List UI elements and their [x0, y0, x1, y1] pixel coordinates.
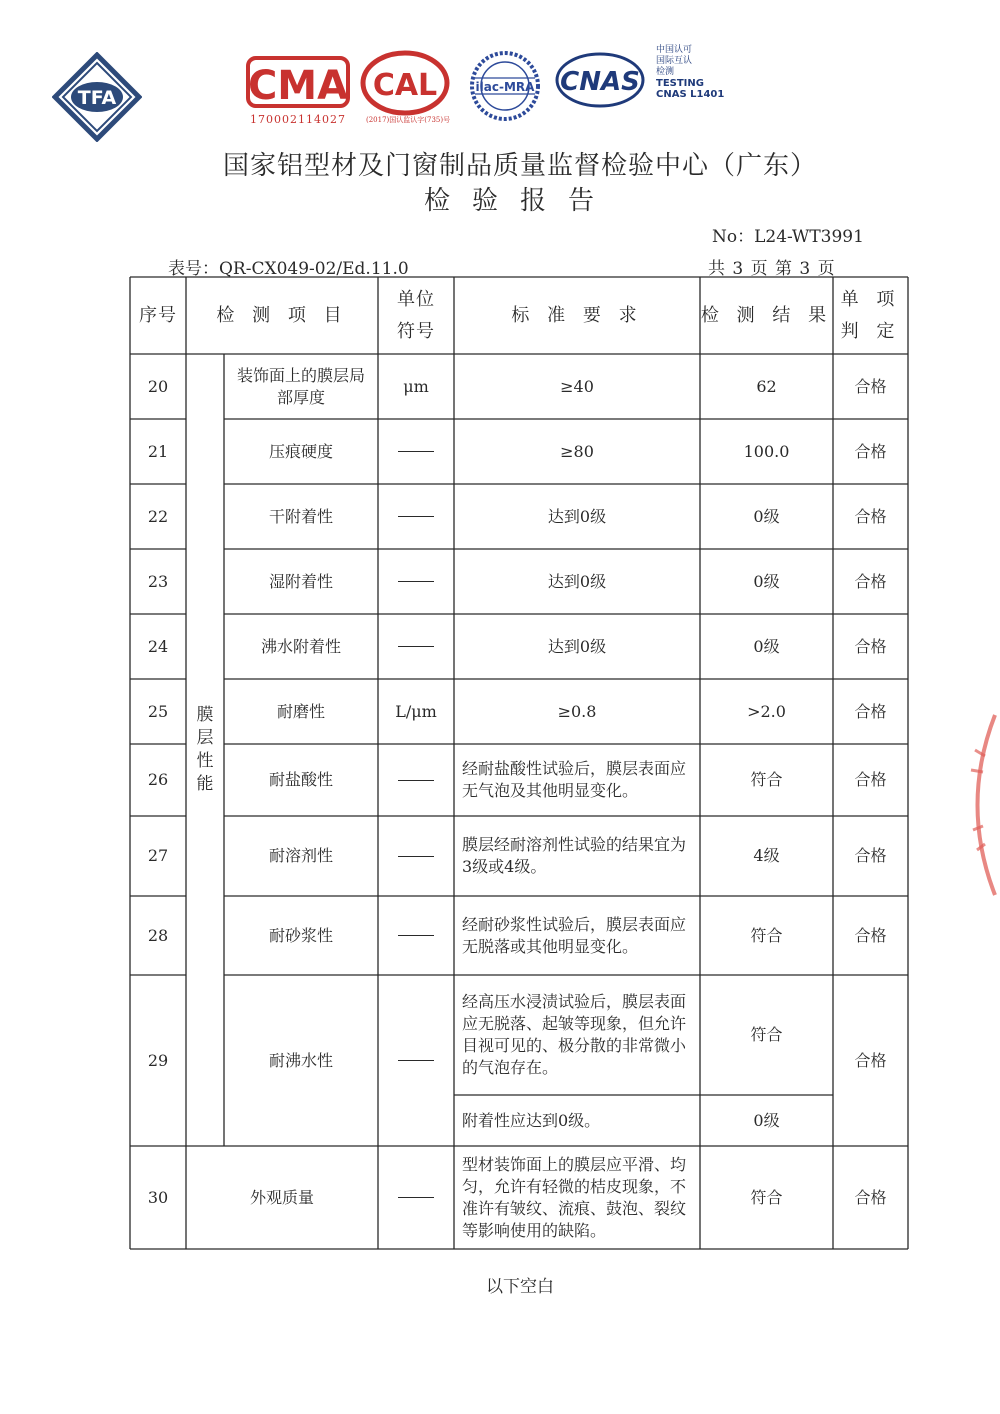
category-char: 性	[196, 751, 214, 771]
row-verdict: 合格	[854, 571, 887, 591]
row-requirement: 膜层经耐溶剂性试验的结果宜为3级或4级。	[462, 835, 687, 876]
empty-dash	[398, 516, 434, 517]
row-result: >2.0	[747, 701, 786, 721]
row-verdict: 合格	[854, 1187, 887, 1207]
row-item: 湿附着性	[268, 571, 333, 591]
cnas-caption-line: CNAS L1401	[656, 89, 725, 100]
svg-text:CMA: CMA	[247, 63, 349, 109]
row-verdict: 合格	[854, 1050, 887, 1070]
row-seq: 28	[147, 925, 169, 945]
empty-dash	[398, 935, 434, 936]
svg-text:CAL: CAL	[372, 68, 438, 103]
row-result: 0级	[753, 636, 780, 656]
row-unit	[378, 1146, 454, 1249]
row-item: 耐盐酸性	[268, 770, 333, 789]
row-seq: 29	[147, 1050, 169, 1070]
header-verdict-line: 单 项	[840, 288, 901, 310]
row-unit	[378, 614, 454, 679]
row-result: 4级	[753, 846, 780, 865]
empty-dash	[398, 856, 434, 857]
empty-dash	[398, 581, 434, 582]
row-result: 符合	[750, 925, 783, 945]
row-seq: 25	[147, 701, 169, 721]
row-verdict: 合格	[854, 441, 887, 461]
header-unit-line: 单位	[397, 288, 435, 310]
row-item: 耐沸水性	[268, 1050, 333, 1070]
empty-dash	[398, 1060, 434, 1061]
row-item: 耐砂浆性	[268, 925, 333, 945]
header-item: 检 测 项 目	[216, 304, 348, 326]
cnas-caption-line: TESTING	[656, 78, 704, 89]
row-unit	[378, 816, 454, 896]
row-result-secondary: 0级	[753, 1110, 780, 1130]
header-unit-line: 符号	[397, 320, 435, 342]
row-item: 耐磨性	[276, 701, 325, 721]
row-item: 干附着性	[268, 506, 333, 526]
cal-number: (2017)国认监认字(735)号	[366, 116, 451, 124]
row-item: 沸水附着性	[260, 636, 341, 656]
row-requirement: 达到0级	[547, 636, 607, 656]
row-seq: 21	[147, 441, 169, 461]
cma-number: 170002114027	[250, 113, 346, 126]
row-result: 62	[756, 376, 777, 396]
svg-text:CNAS: CNAS	[560, 67, 640, 97]
report-title: 国家铝型材及门窗制品质量监督检验中心（广东）	[222, 151, 817, 181]
header-verdict	[833, 277, 908, 354]
row-seq: 24	[147, 636, 169, 656]
report-number: No：L24-WT3991	[712, 227, 864, 247]
row-seq: 27	[147, 846, 169, 865]
row-verdict: 合格	[854, 701, 887, 721]
row-result: 0级	[753, 571, 780, 591]
empty-dash	[398, 1197, 434, 1198]
cnas-caption	[656, 45, 724, 100]
category-char: 能	[196, 774, 214, 794]
row-unit	[378, 975, 454, 1146]
empty-dash	[398, 646, 434, 647]
row-seq: 26	[147, 770, 169, 789]
header-unit	[378, 277, 454, 354]
row-item: 压痕硬度	[268, 441, 333, 461]
row-item: 装饰面上的膜层局部厚度	[236, 365, 365, 407]
row-requirement: ≥40	[560, 376, 594, 396]
row-seq: 23	[147, 571, 169, 591]
footer-note: 以下空白	[486, 1277, 554, 1297]
header-seq: 序号	[139, 304, 177, 326]
row-seq: 30	[147, 1187, 169, 1207]
header-result: 检 测 结 果	[700, 304, 833, 326]
page-info: 共 3 页 第 3 页	[708, 259, 835, 279]
header-requirement: 标 准 要 求	[511, 304, 643, 326]
row-result: 100.0	[743, 441, 790, 461]
header-verdict-line: 判 定	[840, 320, 901, 342]
row-unit	[378, 744, 454, 816]
row-verdict: 合格	[854, 506, 887, 526]
row-requirement-secondary: 附着性应达到0级。	[462, 1110, 601, 1130]
category-label	[190, 704, 220, 796]
row-result: 符合	[750, 1025, 783, 1044]
form-number: 表号：QR-CX049-02/Ed.11.0	[168, 259, 409, 279]
row-verdict: 合格	[854, 846, 887, 865]
row-unit	[378, 549, 454, 614]
row-requirement: 经高压水浸渍试验后，膜层表面应无脱落、起皱等现象，但允许目视可见的、极分散的非常微小的气泡存在。	[462, 992, 687, 1077]
row-verdict: 合格	[854, 636, 887, 656]
category-char: 层	[196, 728, 214, 748]
cnas-caption-line: 中国认可	[656, 45, 693, 55]
cnas-logo	[555, 52, 645, 108]
row-result: 符合	[750, 770, 783, 789]
row-seq: 20	[147, 376, 169, 396]
row-requirement: ≥0.8	[557, 701, 597, 721]
cal-logo	[360, 50, 450, 116]
row-unit	[378, 896, 454, 975]
row-seq: 22	[147, 506, 169, 526]
tfa-logo	[52, 52, 142, 142]
row-unit: μm	[403, 376, 429, 396]
row-verdict: 合格	[854, 376, 887, 396]
row-requirement: 经耐盐酸性试验后，膜层表面应无气泡及其他明显变化。	[462, 759, 687, 800]
row-requirement: 达到0级	[547, 506, 607, 526]
empty-dash	[398, 451, 434, 452]
row-unit	[378, 419, 454, 484]
row-result: 符合	[750, 1187, 783, 1207]
row-requirement: 经耐砂浆性试验后，膜层表面应无脱落或其他明显变化。	[462, 914, 687, 956]
row-requirement: ≥80	[560, 441, 594, 461]
row-unit	[378, 484, 454, 549]
svg-text:TFA: TFA	[77, 87, 117, 109]
cnas-caption-line: 国际互认	[656, 56, 693, 66]
row-requirement: 型材装饰面上的膜层应平滑、均匀，允许有轻微的桔皮现象，不准许有皱纹、流痕、鼓泡、裂纹等影响使用的缺陷。	[462, 1154, 687, 1240]
empty-dash	[398, 780, 434, 781]
category-char: 膜	[196, 705, 214, 725]
row-item: 外观质量	[249, 1187, 314, 1207]
row-verdict: 合格	[854, 925, 887, 945]
seal-stamp	[955, 710, 1000, 900]
cma-logo	[246, 54, 350, 110]
ilac-mra-logo	[465, 50, 545, 122]
row-unit: L/μm	[395, 701, 437, 721]
row-verdict: 合格	[854, 770, 887, 789]
row-requirement: 达到0级	[547, 571, 607, 591]
row-result: 0级	[753, 506, 780, 526]
row-item: 耐溶剂性	[268, 846, 333, 865]
cnas-caption-line: 检测	[656, 67, 675, 77]
svg-text:ilac-MRA: ilac-MRA	[475, 80, 535, 94]
report-subtitle: 检验报告	[423, 186, 616, 216]
